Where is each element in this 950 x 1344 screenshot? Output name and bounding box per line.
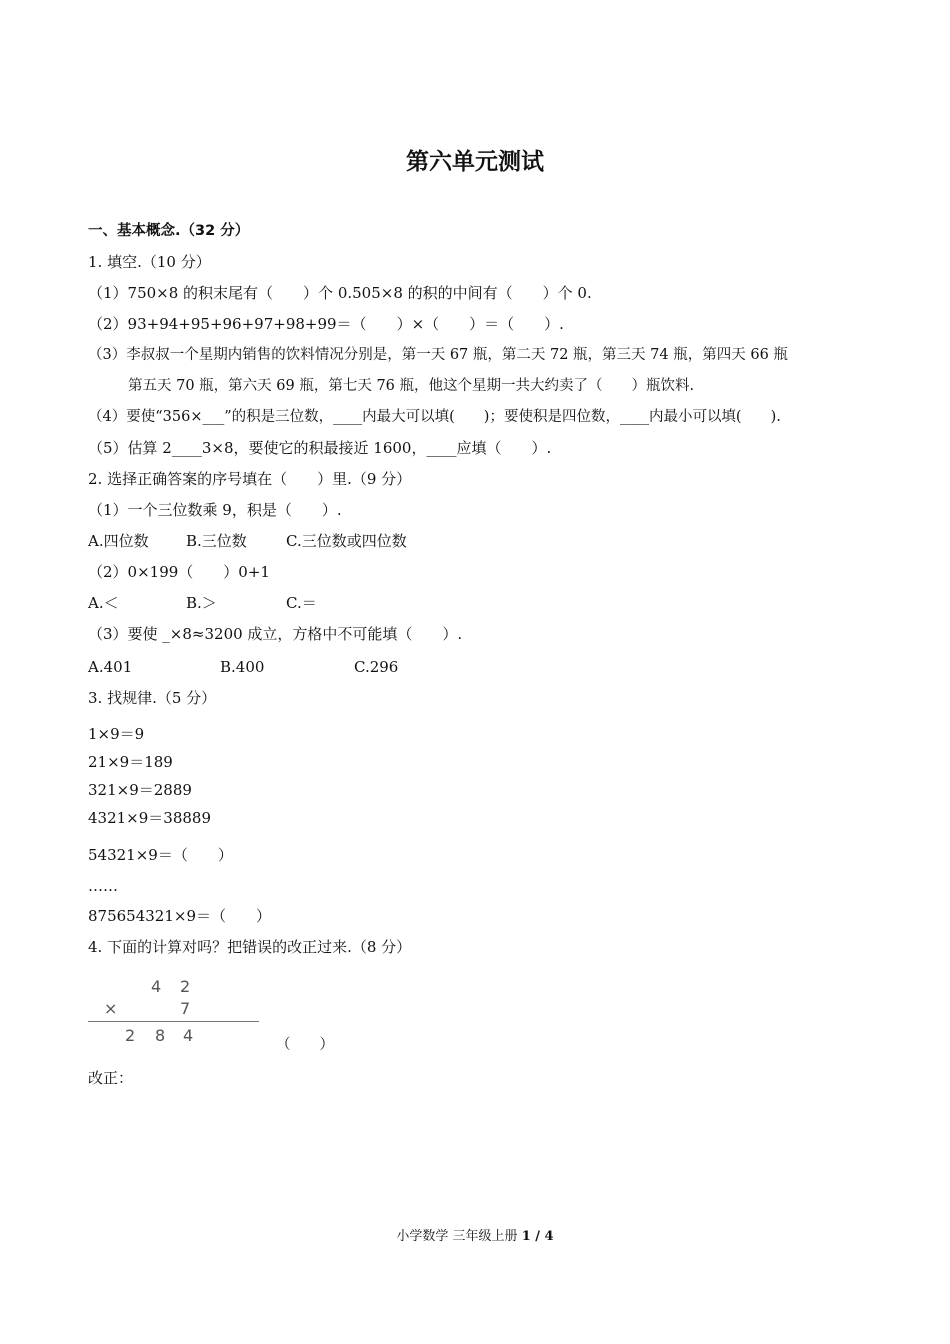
q1-header: 1. 填空.（10 分） (88, 253, 211, 271)
q2-sub-3-option-c: C.296 (354, 658, 399, 676)
q1-item-2: （2）93+94+95+96+97+98+99＝（ ）×（ ）＝（ ）. (88, 315, 564, 333)
q1-item-3-line-b: 第五天 70 瓶，第六天 69 瓶，第七天 76 瓶，他这个星期一共大约卖了（ ）瓶饮料. (128, 378, 695, 394)
times-sign: × (104, 999, 118, 1018)
page-number: 1 / 4 (521, 1229, 554, 1244)
q2-sub-2-option-c: C.＝ (286, 594, 317, 612)
q3-pattern-row-2: 21×9＝189 (88, 753, 173, 771)
q2-sub-3: （3）要使 _×8≈3200 成立，方格中不可能填（ ）. (88, 625, 463, 643)
section-heading-basic-concepts: 一、基本概念.（32 分） (88, 223, 250, 239)
q2-sub-2: （2）0×199（ ）0+1 (88, 563, 270, 581)
q2-sub-2-option-b: B.＞ (186, 594, 217, 612)
page-title: 第六单元测试 (406, 149, 544, 175)
q2-sub-3-option-a: A.401 (88, 658, 133, 676)
q4-header: 4. 下面的计算对吗？把错误的改正过来.（8 分） (88, 938, 412, 956)
multiplier-digit: 7 (180, 999, 191, 1018)
product-digit-ones: 4 (183, 1026, 194, 1045)
footer-subject: 小学数学 三年级上册 (396, 1229, 518, 1244)
q2-sub-3-option-b: B.400 (220, 658, 265, 676)
multiplicand-digit-ones: 2 (180, 977, 191, 996)
q1-item-5: （5）估算 2____3×8，要使它的积最接近 1600，____应填（ ）. (88, 439, 552, 457)
q1-item-4: （4）要使“356×___”的积是三位数，____内最大可以填( )；要使积是四位数，____内最小可以填( ). (88, 409, 781, 425)
page-footer (0, 1227, 950, 1247)
product-digit-hundreds: 2 (125, 1026, 136, 1045)
q1-item-1: （1）750×8 的积末尾有（ ）个 0.505×8 的积的中间有（ ）个 0. (88, 284, 592, 302)
q2-sub-1-option-a: A.四位数 (88, 532, 149, 550)
q3-header: 3. 找规律.（5 分） (88, 689, 217, 707)
q3-ellipsis: …… (88, 877, 118, 895)
q1-item-3-line-a: （3）李叔叔一个星期内销售的饮料情况分别是，第一天 67 瓶，第二天 72 瓶，第三天 74 瓶，第四天 66 瓶 (88, 347, 788, 363)
q3-pattern-row-4: 4321×9＝38889 (88, 809, 212, 827)
q2-header: 2. 选择正确答案的序号填在（ ）里.（9 分） (88, 470, 412, 488)
q4-correction-label: 改正： (88, 1069, 134, 1087)
q2-sub-2-option-a: A.＜ (88, 594, 119, 612)
multiplicand-digit-tens: 4 (151, 977, 162, 996)
q2-sub-1: （1）一个三位数乘 9，积是（ ）. (88, 501, 342, 519)
q2-sub-1-option-c: C.三位数或四位数 (286, 532, 407, 550)
product-digit-tens: 8 (155, 1026, 166, 1045)
q2-sub-1-option-b: B.三位数 (186, 532, 247, 550)
calculation-rule-line (88, 1021, 259, 1022)
q3-pattern-row-1: 1×9＝9 (88, 725, 145, 743)
q3-pattern-row-5: 54321×9＝（ ） (88, 846, 233, 864)
q3-pattern-row-3: 321×9＝2889 (88, 781, 192, 799)
q4-answer-blank: （ ） (276, 1037, 334, 1053)
q3-pattern-row-6: 875654321×9＝（ ） (88, 907, 272, 925)
